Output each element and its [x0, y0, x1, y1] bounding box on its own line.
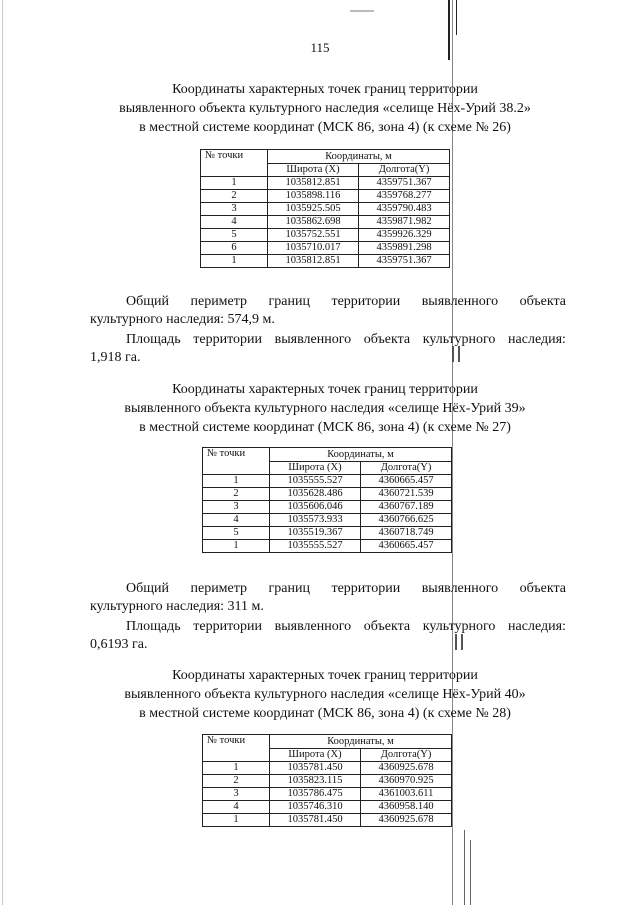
column-header-lat: Широта (X) [270, 462, 361, 475]
column-header-lon: Долгота(Y) [361, 749, 452, 762]
section-heading [60, 80, 590, 137]
paragraph-word: границ [268, 294, 310, 309]
column-header-coordinates: Координаты, м [270, 735, 452, 749]
table-row [201, 242, 450, 255]
column-header-point: № точки [203, 735, 270, 762]
section-heading [60, 666, 590, 723]
table-row [203, 775, 452, 788]
lat-value: 1035925.505 [268, 203, 359, 216]
paragraph-word: Общий [126, 294, 169, 309]
column-header-point: № точки [201, 150, 268, 177]
table-row [203, 801, 452, 814]
paragraph-word: территории [193, 619, 262, 634]
lon-value: 4359871.982 [359, 216, 450, 229]
paragraph-line: 0,6193 га. [90, 637, 148, 652]
lat-value: 1035781.450 [270, 814, 361, 827]
lon-value: 4360721.539 [361, 488, 452, 501]
paragraph-word: территории [331, 294, 401, 309]
point-number: 2 [203, 488, 270, 501]
point-number: 4 [203, 801, 270, 814]
lon-value: 4359891.298 [359, 242, 450, 255]
table-row [203, 527, 452, 540]
scan-artifact-line [2, 0, 3, 905]
paragraph-line: 1,918 га. [90, 350, 141, 365]
lon-value: 4360925.678 [361, 762, 452, 775]
scan-artifact-line [470, 840, 471, 905]
point-number: 3 [203, 501, 270, 514]
paragraph-word: территории [331, 581, 401, 596]
scan-artifact-line [464, 830, 465, 905]
heading-line: выявленного объекта культурного наследия «селище Нёх-Урий 39» [124, 401, 526, 416]
column-header-lon: Долгота(Y) [359, 164, 450, 177]
lat-value: 1035555.527 [270, 540, 361, 553]
paragraph-line: культурного наследия: 574,9 м. [90, 312, 275, 327]
table-row [203, 788, 452, 801]
column-header-coordinates: Координаты, м [268, 150, 450, 164]
column-header-lat: Широта (X) [270, 749, 361, 762]
table-row [203, 488, 452, 501]
lat-value: 1035573.933 [270, 514, 361, 527]
point-number: 2 [203, 775, 270, 788]
table-row [201, 177, 450, 190]
lon-value: 4360958.140 [361, 801, 452, 814]
coordinates-table [202, 734, 452, 827]
paragraph-word: Площадь [126, 619, 181, 634]
scan-artifact-line [456, 0, 457, 35]
paragraph-word: выявленного [274, 619, 352, 634]
point-number: 4 [203, 514, 270, 527]
point-number: 1 [203, 475, 270, 488]
coordinates-table [202, 447, 452, 553]
lat-value: 1035606.046 [270, 501, 361, 514]
scan-artifact-mark [350, 10, 374, 12]
point-number: 6 [201, 242, 268, 255]
lon-value: 4361003.611 [361, 788, 452, 801]
lat-value: 1035862.698 [268, 216, 359, 229]
column-header-point: № точки [203, 448, 270, 475]
column-header-lat: Широта (X) [268, 164, 359, 177]
table-row [203, 501, 452, 514]
heading-line: Координаты характерных точек границ территории [172, 382, 478, 397]
lat-value: 1035555.527 [270, 475, 361, 488]
point-number: 3 [203, 788, 270, 801]
heading-line: в местной системе координат (МСК 86, зона 4) (к схеме № 26) [139, 120, 511, 135]
area-paragraph [90, 618, 566, 654]
lon-value: 4359751.367 [359, 177, 450, 190]
heading-line: Координаты характерных точек границ территории [172, 82, 478, 97]
paragraph-word: объекта [363, 332, 411, 347]
table-row [201, 190, 450, 203]
area-paragraph [90, 331, 566, 367]
column-header-coordinates: Координаты, м [270, 448, 452, 462]
lon-value: 4359790.483 [359, 203, 450, 216]
paragraph-word: периметр [190, 581, 248, 596]
table-row [203, 475, 452, 488]
heading-line: выявленного объекта культурного наследия «селище Нёх-Урий 38.2» [119, 101, 531, 116]
paragraph-word: культурного [422, 332, 496, 347]
point-number: 4 [201, 216, 268, 229]
point-number: 5 [203, 527, 270, 540]
perimeter-paragraph [90, 580, 566, 616]
section-heading [60, 380, 590, 437]
heading-line: в местной системе координат (МСК 86, зона 4) (к схеме № 28) [139, 706, 511, 721]
paragraph-word: территории [193, 332, 262, 347]
point-number: 3 [201, 203, 268, 216]
paragraph-word: наследия: [508, 332, 566, 347]
point-number: 1 [203, 540, 270, 553]
lon-value: 4360665.457 [361, 540, 452, 553]
table-row [203, 514, 452, 527]
paragraph-word: выявленного [421, 294, 499, 309]
table-row [201, 229, 450, 242]
point-number: 2 [201, 190, 268, 203]
lon-value: 4360925.678 [361, 814, 452, 827]
lon-value: 4359768.277 [359, 190, 450, 203]
point-number: 1 [201, 177, 268, 190]
lon-value: 4360766.625 [361, 514, 452, 527]
lon-value: 4359751.367 [359, 255, 450, 268]
lat-value: 1035781.450 [270, 762, 361, 775]
paragraph-word: границ [268, 581, 310, 596]
table-row [203, 762, 452, 775]
heading-line: Координаты характерных точек границ территории [172, 668, 478, 683]
page-number: 115 [310, 40, 330, 55]
table-row [201, 255, 450, 268]
paragraph-word: объекта [519, 294, 566, 309]
paragraph-word: Общий [126, 581, 169, 596]
paragraph-word: объекта [363, 619, 411, 634]
paragraph-word: выявленного [274, 332, 352, 347]
table-row [203, 814, 452, 827]
lat-value: 1035812.851 [268, 255, 359, 268]
paragraph-word: культурного [422, 619, 496, 634]
lat-value: 1035519.367 [270, 527, 361, 540]
paragraph-word: Площадь [126, 332, 181, 347]
heading-line: в местной системе координат (МСК 86, зона 4) (к схеме № 27) [139, 420, 511, 435]
paragraph-word: наследия: [508, 619, 566, 634]
lat-value: 1035823.115 [270, 775, 361, 788]
point-number: 5 [201, 229, 268, 242]
lat-value: 1035746.310 [270, 801, 361, 814]
point-number: 1 [203, 814, 270, 827]
lon-value: 4360718.749 [361, 527, 452, 540]
paragraph-word: периметр [190, 294, 248, 309]
lon-value: 4359926.329 [359, 229, 450, 242]
lon-value: 4360970.925 [361, 775, 452, 788]
table-row [201, 203, 450, 216]
lat-value: 1035628.486 [270, 488, 361, 501]
lon-value: 4360767.189 [361, 501, 452, 514]
paragraph-line: культурного наследия: 311 м. [90, 599, 264, 614]
lat-value: 1035812.851 [268, 177, 359, 190]
paragraph-word: объекта [519, 581, 566, 596]
lat-value: 1035710.017 [268, 242, 359, 255]
column-header-lon: Долгота(Y) [361, 462, 452, 475]
paragraph-word: выявленного [421, 581, 499, 596]
heading-line: выявленного объекта культурного наследия «селище Нёх-Урий 40» [124, 687, 526, 702]
point-number: 1 [201, 255, 268, 268]
lon-value: 4360665.457 [361, 475, 452, 488]
table-row [201, 216, 450, 229]
lat-value: 1035752.551 [268, 229, 359, 242]
perimeter-paragraph [90, 293, 566, 329]
coordinates-table [200, 149, 450, 268]
point-number: 1 [203, 762, 270, 775]
lat-value: 1035786.475 [270, 788, 361, 801]
lat-value: 1035898.116 [268, 190, 359, 203]
table-row [203, 540, 452, 553]
